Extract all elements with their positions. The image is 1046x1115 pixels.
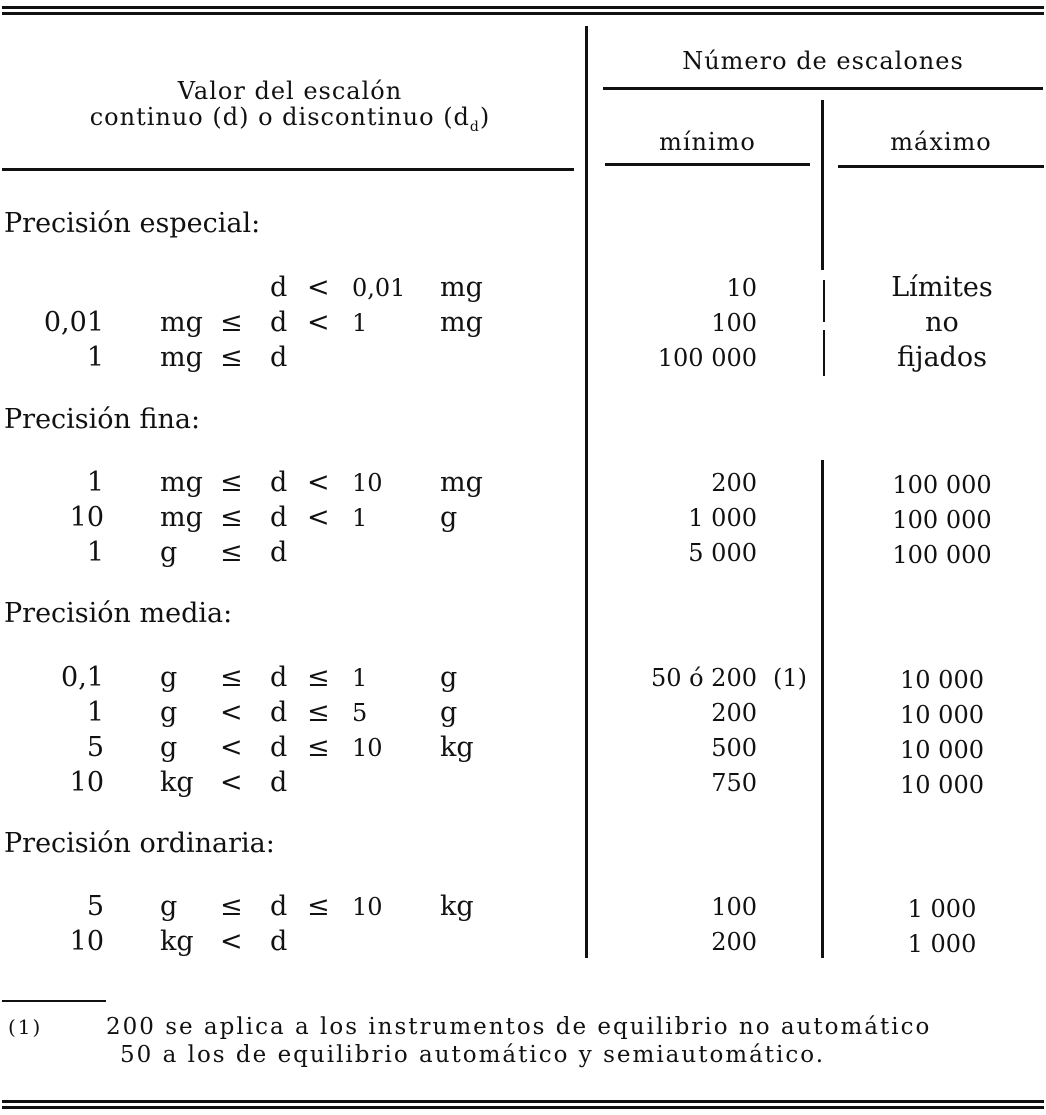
range-lower-operator: ≤ [220, 502, 243, 533]
max-steps-merged-text: fijados [897, 342, 987, 373]
top-rule-1 [2, 6, 1044, 9]
col1-header-line2 [0, 103, 580, 135]
range-upper-unit: mg [440, 272, 483, 303]
range-lower-operator: < [220, 767, 243, 798]
range-variable: d [270, 662, 288, 693]
max-steps-cell: 10 000 [900, 701, 984, 729]
min-steps-cell: 5 000 [688, 539, 757, 567]
range-variable: d [270, 891, 288, 922]
range-upper-value: 10 [352, 734, 383, 762]
range-lower-value: 10 [69, 767, 104, 798]
range-variable: d [270, 926, 288, 957]
range-upper-value: 1 [352, 504, 368, 532]
range-variable: d [270, 502, 288, 533]
range-lower-operator: ≤ [220, 467, 243, 498]
bottom-rule-1 [2, 1100, 1044, 1103]
group-header: Número de escalones [682, 47, 964, 75]
range-variable: d [270, 697, 288, 728]
bottom-rule-2 [2, 1106, 1044, 1109]
range-upper-unit: kg [440, 732, 474, 763]
min-steps-cell: 100 000 [657, 344, 757, 372]
range-lower-unit: mg [160, 342, 203, 373]
range-lower-unit: g [160, 697, 178, 728]
max-steps-merged-text: no [925, 307, 959, 338]
brace-upper [823, 280, 835, 322]
max-steps-cell: 10 000 [900, 771, 984, 799]
column-divider-2b [821, 460, 824, 958]
range-upper-operator: ≤ [307, 697, 330, 728]
range-upper-unit: g [440, 502, 458, 533]
max-steps-cell: 10 000 [900, 736, 984, 764]
range-variable: d [270, 537, 288, 568]
range-lower-value: 5 [86, 891, 104, 922]
range-upper-value: 10 [352, 893, 383, 921]
range-upper-unit: mg [440, 307, 483, 338]
range-upper-unit: g [440, 662, 458, 693]
range-upper-operator: ≤ [307, 662, 330, 693]
range-lower-operator: ≤ [220, 662, 243, 693]
range-lower-operator: ≤ [220, 537, 243, 568]
range-lower-operator: ≤ [220, 891, 243, 922]
range-upper-unit: kg [440, 891, 474, 922]
range-variable: d [270, 767, 288, 798]
max-steps-cell: 100 000 [892, 541, 992, 569]
range-lower-value: 0,1 [61, 662, 104, 693]
range-upper-operator: < [307, 502, 330, 533]
range-lower-value: 10 [69, 926, 104, 957]
col-max-header: máximo [890, 128, 992, 156]
min-steps-cell: 10 [726, 274, 757, 302]
min-steps-cell: 100 [711, 893, 757, 921]
range-upper-value: 5 [352, 699, 368, 727]
column-divider-1 [585, 26, 588, 958]
section-title: Precisión media: [4, 598, 233, 629]
range-lower-operator: < [220, 732, 243, 763]
col-min-header-rule [605, 163, 810, 166]
range-lower-value: 1 [86, 467, 104, 498]
range-lower-operator: ≤ [220, 342, 243, 373]
col1-header-rule [2, 168, 574, 171]
range-upper-operator: ≤ [307, 732, 330, 763]
range-lower-value: 10 [69, 502, 104, 533]
range-lower-operator: < [220, 926, 243, 957]
max-steps-cell: 10 000 [900, 666, 984, 694]
max-steps-cell: 1 000 [907, 895, 977, 923]
range-lower-unit: kg [160, 767, 194, 798]
section-title: Precisión ordinaria: [4, 828, 275, 859]
range-upper-value: 1 [352, 664, 368, 692]
footnote-line1: 200 se aplica a los instrumentos de equilibrio no automático [106, 1014, 932, 1040]
column-divider-2a [821, 100, 824, 270]
range-lower-operator: < [220, 697, 243, 728]
footnote-line2: 50 a los de equilibrio automático y semiautomático. [120, 1042, 826, 1068]
section-title: Precisión fina: [4, 404, 201, 435]
range-variable: d [270, 272, 288, 303]
col1-header-subscript: d [469, 118, 480, 135]
range-lower-value: 5 [86, 732, 104, 763]
range-lower-unit: mg [160, 467, 203, 498]
min-steps-cell: 100 [711, 309, 757, 337]
min-steps-cell: 200 [711, 469, 757, 497]
min-steps-cell: 200 [711, 928, 757, 956]
min-steps-cell: 1 000 [688, 504, 757, 532]
range-variable: d [270, 467, 288, 498]
footnote-rule [2, 1000, 106, 1002]
min-steps-cell: 200 [711, 699, 757, 727]
max-steps-cell: 100 000 [892, 471, 992, 499]
range-lower-unit: g [160, 891, 178, 922]
range-upper-value: 0,01 [352, 274, 406, 302]
range-upper-operator: < [307, 272, 330, 303]
range-upper-operator: < [307, 467, 330, 498]
min-steps-footnote-ref: (1) [773, 664, 807, 692]
range-lower-unit: mg [160, 502, 203, 533]
range-upper-unit: mg [440, 467, 483, 498]
col-max-header-rule [838, 165, 1044, 168]
col-min-header: mínimo [659, 128, 756, 156]
min-steps-cell: 50 ó 200 [650, 664, 757, 692]
section-title: Precisión especial: [4, 208, 261, 239]
max-steps-merged-text: Límites [891, 272, 993, 303]
range-lower-unit: g [160, 537, 178, 568]
range-upper-value: 10 [352, 469, 383, 497]
range-upper-operator: ≤ [307, 891, 330, 922]
range-upper-unit: g [440, 697, 458, 728]
range-lower-value: 1 [86, 342, 104, 373]
range-upper-value: 1 [352, 309, 368, 337]
range-lower-value: 1 [86, 697, 104, 728]
range-lower-unit: mg [160, 307, 203, 338]
col1-header-line1: Valor del escalón [177, 77, 403, 105]
range-lower-value: 0,01 [43, 307, 104, 338]
range-variable: d [270, 342, 288, 373]
brace-lower [823, 330, 835, 376]
footnote-marker: (1) [8, 1015, 43, 1039]
range-variable: d [270, 732, 288, 763]
range-lower-unit: kg [160, 926, 194, 957]
range-lower-unit: g [160, 732, 178, 763]
range-lower-operator: ≤ [220, 307, 243, 338]
max-steps-cell: 1 000 [907, 930, 977, 958]
range-variable: d [270, 307, 288, 338]
col1-header-text: continuo (d) o discontinuo (d [89, 103, 470, 131]
max-steps-cell: 100 000 [892, 506, 992, 534]
range-upper-operator: < [307, 307, 330, 338]
group-header-rule [603, 87, 1043, 90]
range-lower-value: 1 [86, 537, 104, 568]
col1-header-close: ) [479, 103, 491, 131]
range-lower-unit: g [160, 662, 178, 693]
min-steps-cell: 500 [711, 734, 757, 762]
top-rule-2 [2, 12, 1044, 15]
min-steps-cell: 750 [711, 769, 757, 797]
